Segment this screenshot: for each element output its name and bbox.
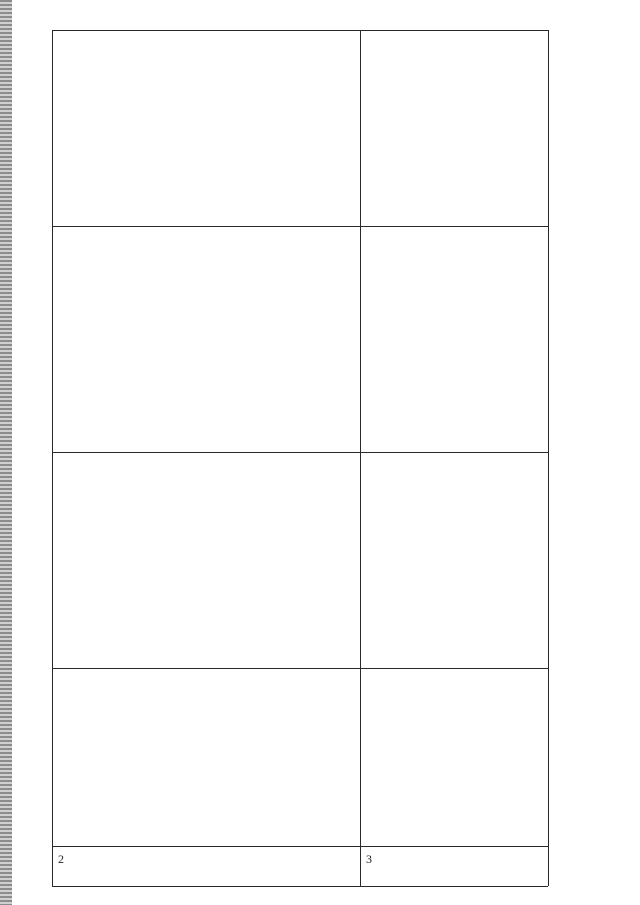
row-number-3: 3 [366,852,372,866]
column-divider-1 [52,226,548,227]
scan-edge [0,0,12,905]
column-divider-3 [52,668,548,669]
table-border-left [52,30,53,886]
table-border-top [52,30,548,31]
number-column-line [52,846,53,886]
table-border-bottom [52,886,548,887]
column-divider-2 [52,452,548,453]
table-border-right [548,30,549,886]
row-number-2: 2 [58,852,64,866]
column-divider-4 [52,846,548,847]
row-divider-1 [360,30,361,886]
